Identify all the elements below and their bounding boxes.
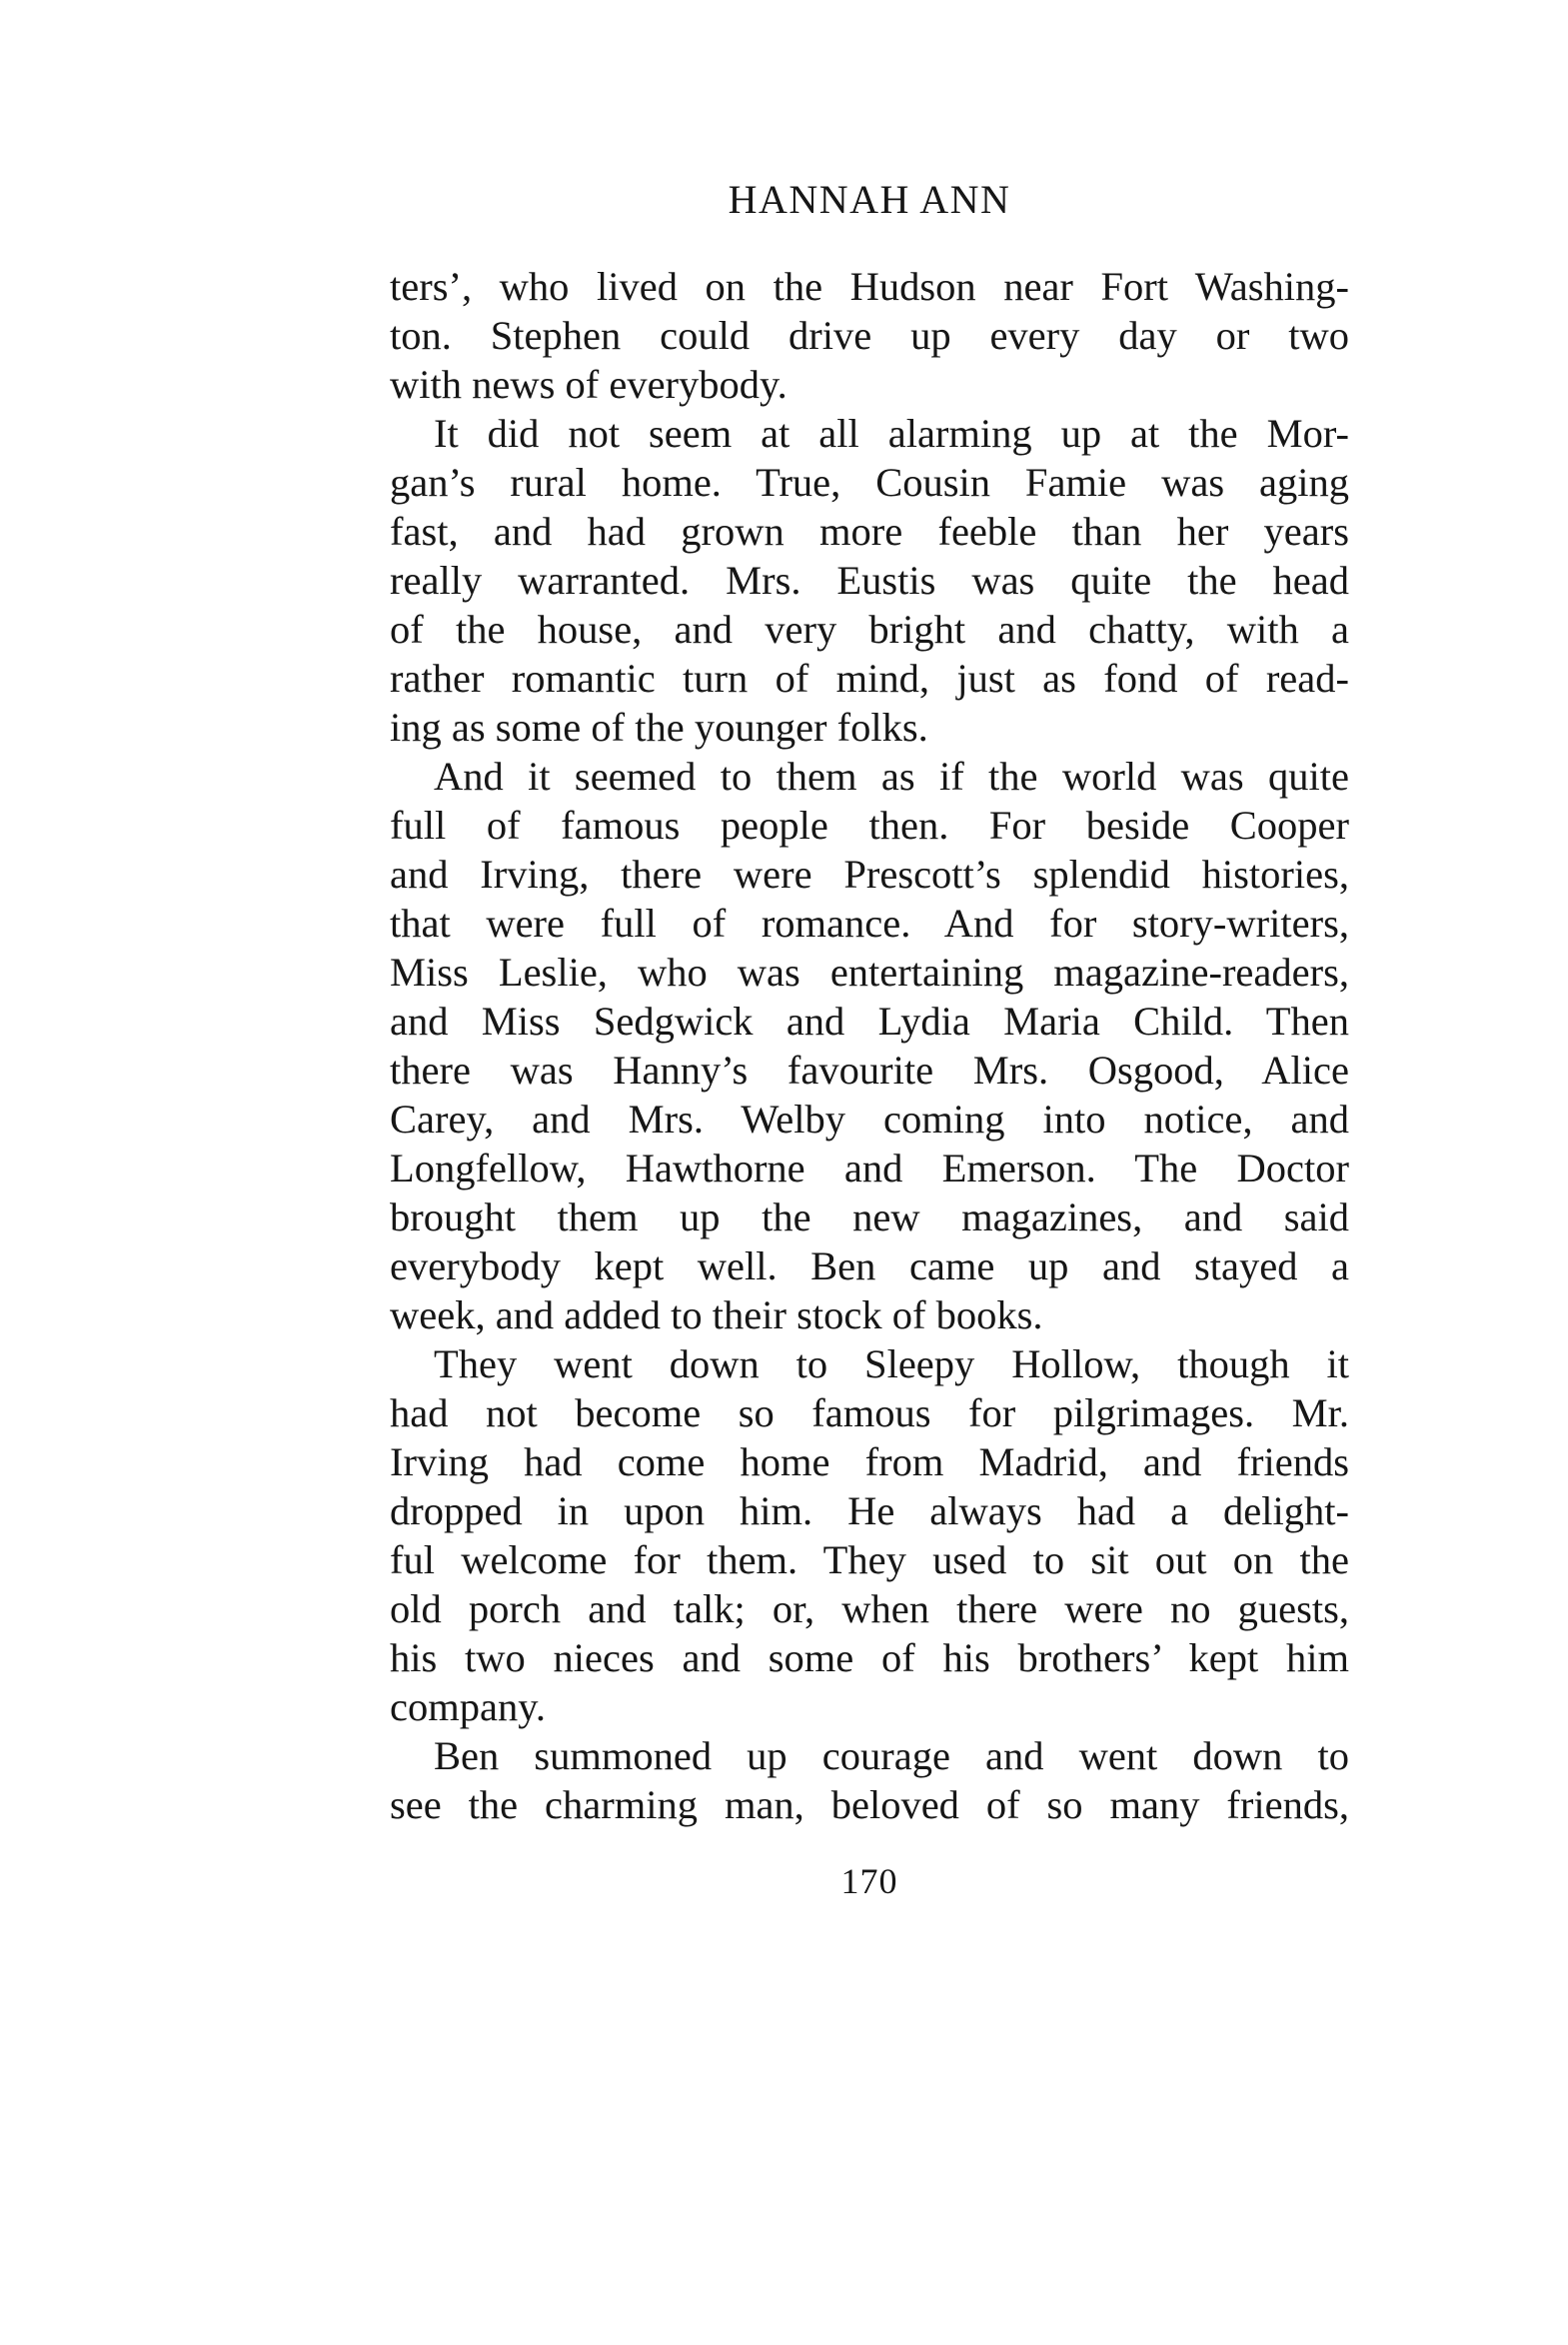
- text-line: with news of everybody.: [390, 362, 787, 407]
- text-line: Carey, and Mrs. Welby coming into notice, and: [390, 1097, 1349, 1142]
- text-line: ton. Stephen could drive up every day or two: [390, 313, 1349, 358]
- text-line: Longfellow, Hawthorne and Emerson. The Doctor: [390, 1146, 1349, 1190]
- text-line: ful welcome for them. They used to sit out on the: [390, 1537, 1349, 1582]
- text-line: And it seemed to them as if the world was quite: [434, 754, 1349, 799]
- text-line: and Miss Sedgwick and Lydia Maria Child. Then: [390, 999, 1349, 1044]
- running-head: HANNAH ANN: [728, 177, 1011, 222]
- text-line: there was Hanny’s favourite Mrs. Osgood, Alice: [390, 1048, 1349, 1093]
- text-line: It did not seem at all alarming up at the Mor-: [434, 411, 1349, 456]
- text-line: They went down to Sleepy Hollow, though it: [434, 1341, 1349, 1386]
- text-line: Ben summoned up courage and went down to: [434, 1733, 1349, 1778]
- text-line: that were full of romance. And for story-writers,: [390, 901, 1349, 946]
- text-line: full of famous people then. For beside Cooper: [390, 803, 1349, 848]
- text-line: his two nieces and some of his brothers’ kept him: [390, 1635, 1349, 1680]
- page-number: 170: [840, 1861, 898, 1901]
- text-line: week, and added to their stock of books.: [390, 1292, 1043, 1337]
- text-line: gan’s rural home. True, Cousin Famie was aging: [390, 460, 1349, 505]
- text-line: see the charming man, beloved of so many friends,: [390, 1782, 1349, 1827]
- text-line: Miss Leslie, who was entertaining magazine-readers,: [390, 950, 1349, 995]
- text-line: ters’, who lived on the Hudson near Fort Washing-: [390, 264, 1349, 309]
- text-line: and Irving, there were Prescott’s splendid histories,: [390, 852, 1349, 897]
- text-line: rather romantic turn of mind, just as fond of read-: [390, 656, 1349, 701]
- text-line: ing as some of the younger folks.: [390, 705, 928, 750]
- text-line: had not become so famous for pilgrimages. Mr.: [390, 1390, 1349, 1435]
- text-line: of the house, and very bright and chatty, with a: [390, 607, 1349, 652]
- text-line: brought them up the new magazines, and said: [390, 1194, 1349, 1239]
- text-line: fast, and had grown more feeble than her years: [390, 509, 1349, 554]
- text-line: everybody kept well. Ben came up and stayed a: [390, 1243, 1349, 1288]
- text-line: dropped in upon him. He always had a delight-: [390, 1488, 1349, 1533]
- body-text: [390, 262, 1349, 1829]
- text-line: really warranted. Mrs. Eustis was quite the head: [390, 558, 1349, 603]
- text-line: old porch and talk; or, when there were no guests,: [390, 1586, 1349, 1631]
- text-line: Irving had come home from Madrid, and friends: [390, 1439, 1349, 1484]
- text-line: company.: [390, 1684, 546, 1729]
